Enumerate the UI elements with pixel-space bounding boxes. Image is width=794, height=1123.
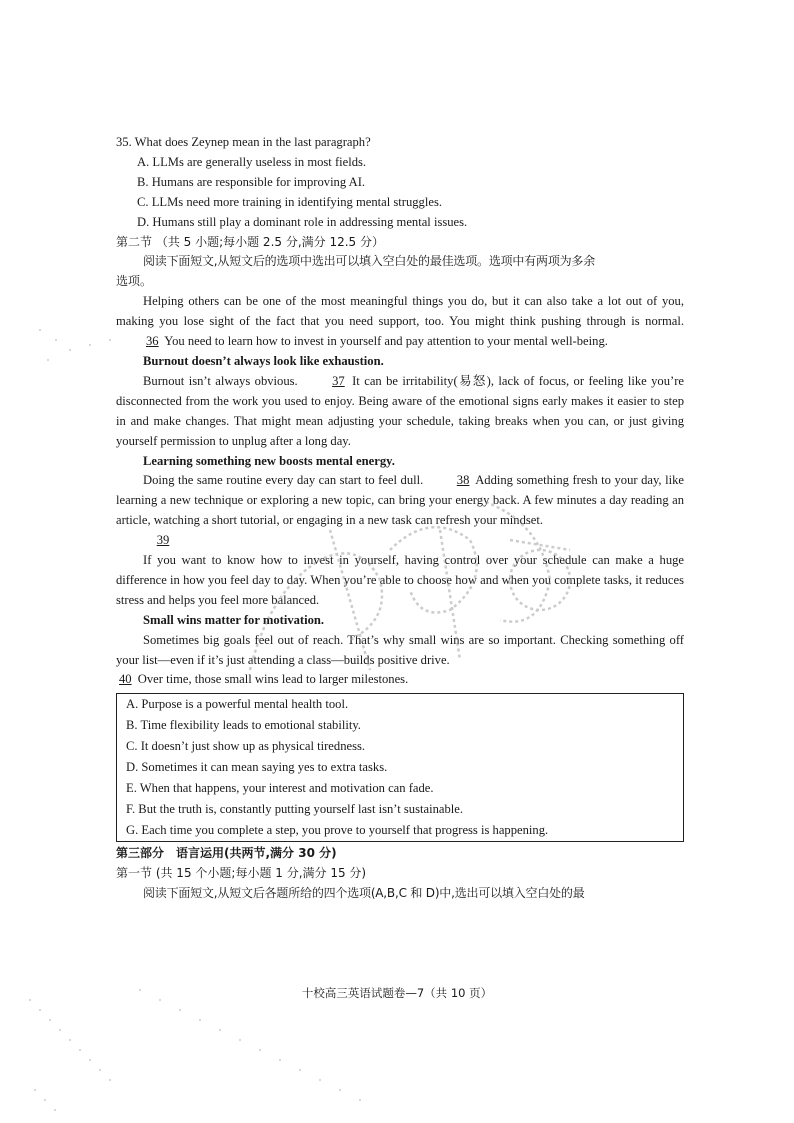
q35-stem: 35. What does Zeynep mean in the last paragraph? [116,135,371,149]
subheading-small-wins: Small wins matter for motivation. [143,612,325,627]
choice-e: E. When that happens, your interest and motivation can fade. [126,781,434,796]
choice-a: A. Purpose is a powerful mental health tool. [126,697,349,712]
q35-option-a: A. LLMs are generally useless in most fields. [137,154,367,169]
blank-37: 37 [332,373,345,388]
q35-option-c: C. LLMs need more training in identifying mental struggles. [137,194,442,209]
choice-d: D. Sometimes it can mean saying yes to extra tasks. [126,760,388,775]
section2-instruction-line2: 选项。 [116,274,153,289]
passage-p2-text-b: It can be irritability(易怒), lack of focus, or feeling like you’re disconnected from the work you used to enjoy. Being aware of the emotional signs early makes it easier to step in and make changes. That might mean adjusting your schedule, taking breaks when you can, or just giving yourself permission to unplug after a long day. [116,373,684,448]
choice-f: F. But the truth is, constantly putting yourself last isn’t sustainable. [126,802,464,817]
passage-p5-text-a: Sometimes big goals feel out of reach. That’s why small wins are so important. Checking something off your list—even if it’s just attending a class—builds positive drive. [116,632,684,667]
q35-option-d: D. Humans still play a dominant role in addressing mental issues. [137,214,468,229]
section2-header: 第二节 （共 5 小题;每小题 2.5 分,满分 12.5 分） [116,234,384,249]
passage-p3-text-b: Adding something fresh to your day, like learning a new technique or exploring a new topic, can bring your energy back. A few minutes a day reading an article, watching a short tutorial, or engaging in a new task can refresh your mindset. [116,473,684,528]
q35-option-b: B. Humans are responsible for improving AI. [137,174,366,189]
passage-p2-text-a: Burnout isn’t always obvious. [143,373,303,388]
subheading-burnout: Burnout doesn’t always look like exhaustion. [143,353,384,368]
passage-paragraph-4: If you want to know how to invest in yourself, having control over your schedule can make a huge difference in how you feel day to day. When you’re able to choose how and when you complete tasks, it reduces stress and helps you feel more balanced. [116,553,684,607]
passage-p1-text-b: You need to learn how to invest in yourself and pay attention to your mental well-being. [161,334,608,349]
subheading-learning: Learning something new boosts mental energy. [143,453,395,468]
passage-paragraph-1 [116,292,684,352]
passage-paragraph-2 [116,372,684,452]
blank-38: 38 [456,473,470,488]
section2-instruction-line1: 阅读下面短文,从短文后的选项中选出可以填入空白处的最佳选项。选项中有两项为多余 [143,254,596,269]
options-box [116,693,684,842]
page-footer: 十校高三英语试题卷—7（共 10 页） [301,986,493,1000]
choice-b: B. Time flexibility leads to emotional stability. [126,718,361,733]
part3-instruction: 阅读下面短文,从短文后各题所给的四个选项(A,B,C 和 D)中,选出可以填入空白处的最 [143,886,585,901]
passage-p3-text-a: Doing the same routine every day can start to feel dull. [143,473,427,488]
watermark-seal [210,470,610,710]
blank-40: 40 [119,672,132,687]
passage-p5-text-b: Over time, those small wins lead to larger milestones. [134,672,409,687]
passage-p1-text-a: Helping others can be one of the most meaningful things you do, but it can also take a lot out of you, making you lose sight of the fact that you need support, too. You might think pushing through is normal. [116,294,684,329]
part3-header: 第三部分 语言运用(共两节,满分 30 分) [116,846,337,861]
blank-39: 39 [156,533,170,548]
blank-36: 36 [146,334,159,349]
choice-g: G. Each time you complete a step, you prove to yourself that progress is happening. [126,823,549,838]
part3-section1-header: 第一节 (共 15 个小题;每小题 1 分,满分 15 分) [116,866,367,881]
choice-c: C. It doesn’t just show up as physical tiredness. [126,739,366,754]
